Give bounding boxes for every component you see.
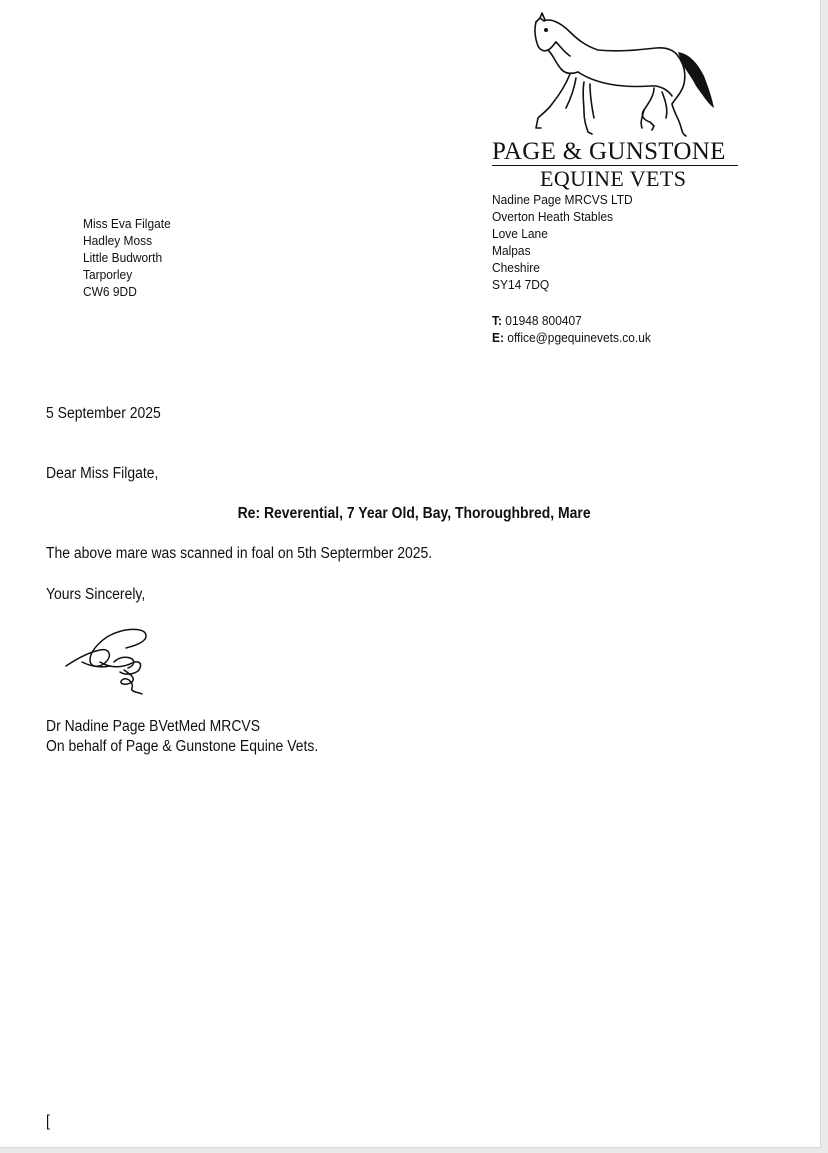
letter-date: 5 September 2025 <box>46 405 161 422</box>
phone-line <box>492 312 651 329</box>
email-line <box>492 329 651 346</box>
sender-address-line: Overton Heath Stables <box>492 209 614 224</box>
brand-name: PAGE & GUNSTONE <box>492 138 726 165</box>
sender-address-line: Cheshire <box>492 260 540 275</box>
sender-address-line: Love Lane <box>492 226 548 241</box>
letter-subject-text: Re: Reverential, 7 Year Old, Bay, Thoroughbred, Mare <box>237 505 591 522</box>
signatory-name: Dr Nadine Page BVetMed MRCVS <box>46 718 261 735</box>
recipient-address-line: Little Budworth <box>83 250 163 265</box>
recipient-postcode: CW6 9DD <box>83 284 137 299</box>
sender-address <box>492 191 645 293</box>
recipient-address-line: Tarporley <box>83 267 133 282</box>
brand-subtitle: EQUINE VETS <box>540 166 687 191</box>
letter-subject <box>0 505 821 523</box>
sender-address-line: Malpas <box>492 243 531 258</box>
closing: Yours Sincerely, <box>46 586 146 603</box>
footer-mark: [ <box>46 1113 50 1130</box>
sender-company: Nadine Page MRCVS LTD <box>492 192 633 207</box>
letter-body: The above mare was scanned in foal on 5th Septermber 2025. <box>46 545 433 562</box>
recipient-address <box>83 215 178 300</box>
sender-postcode: SY14 7DQ <box>492 277 550 292</box>
horse-logo-icon <box>526 12 718 140</box>
recipient-name: Miss Eva Filgate <box>83 216 171 231</box>
salutation: Dear Miss Filgate, <box>46 465 159 482</box>
email-address[interactable]: office@pgequinevets.co.uk <box>507 330 651 345</box>
signature-image <box>60 622 156 698</box>
email-label: E: <box>492 330 504 345</box>
recipient-address-line: Hadley Moss <box>83 233 153 248</box>
phone-label: T: <box>492 313 502 328</box>
contact-details <box>492 312 665 346</box>
signatory-organisation: On behalf of Page & Gunstone Equine Vets. <box>46 738 319 755</box>
phone-number[interactable]: 01948 800407 <box>505 313 582 328</box>
